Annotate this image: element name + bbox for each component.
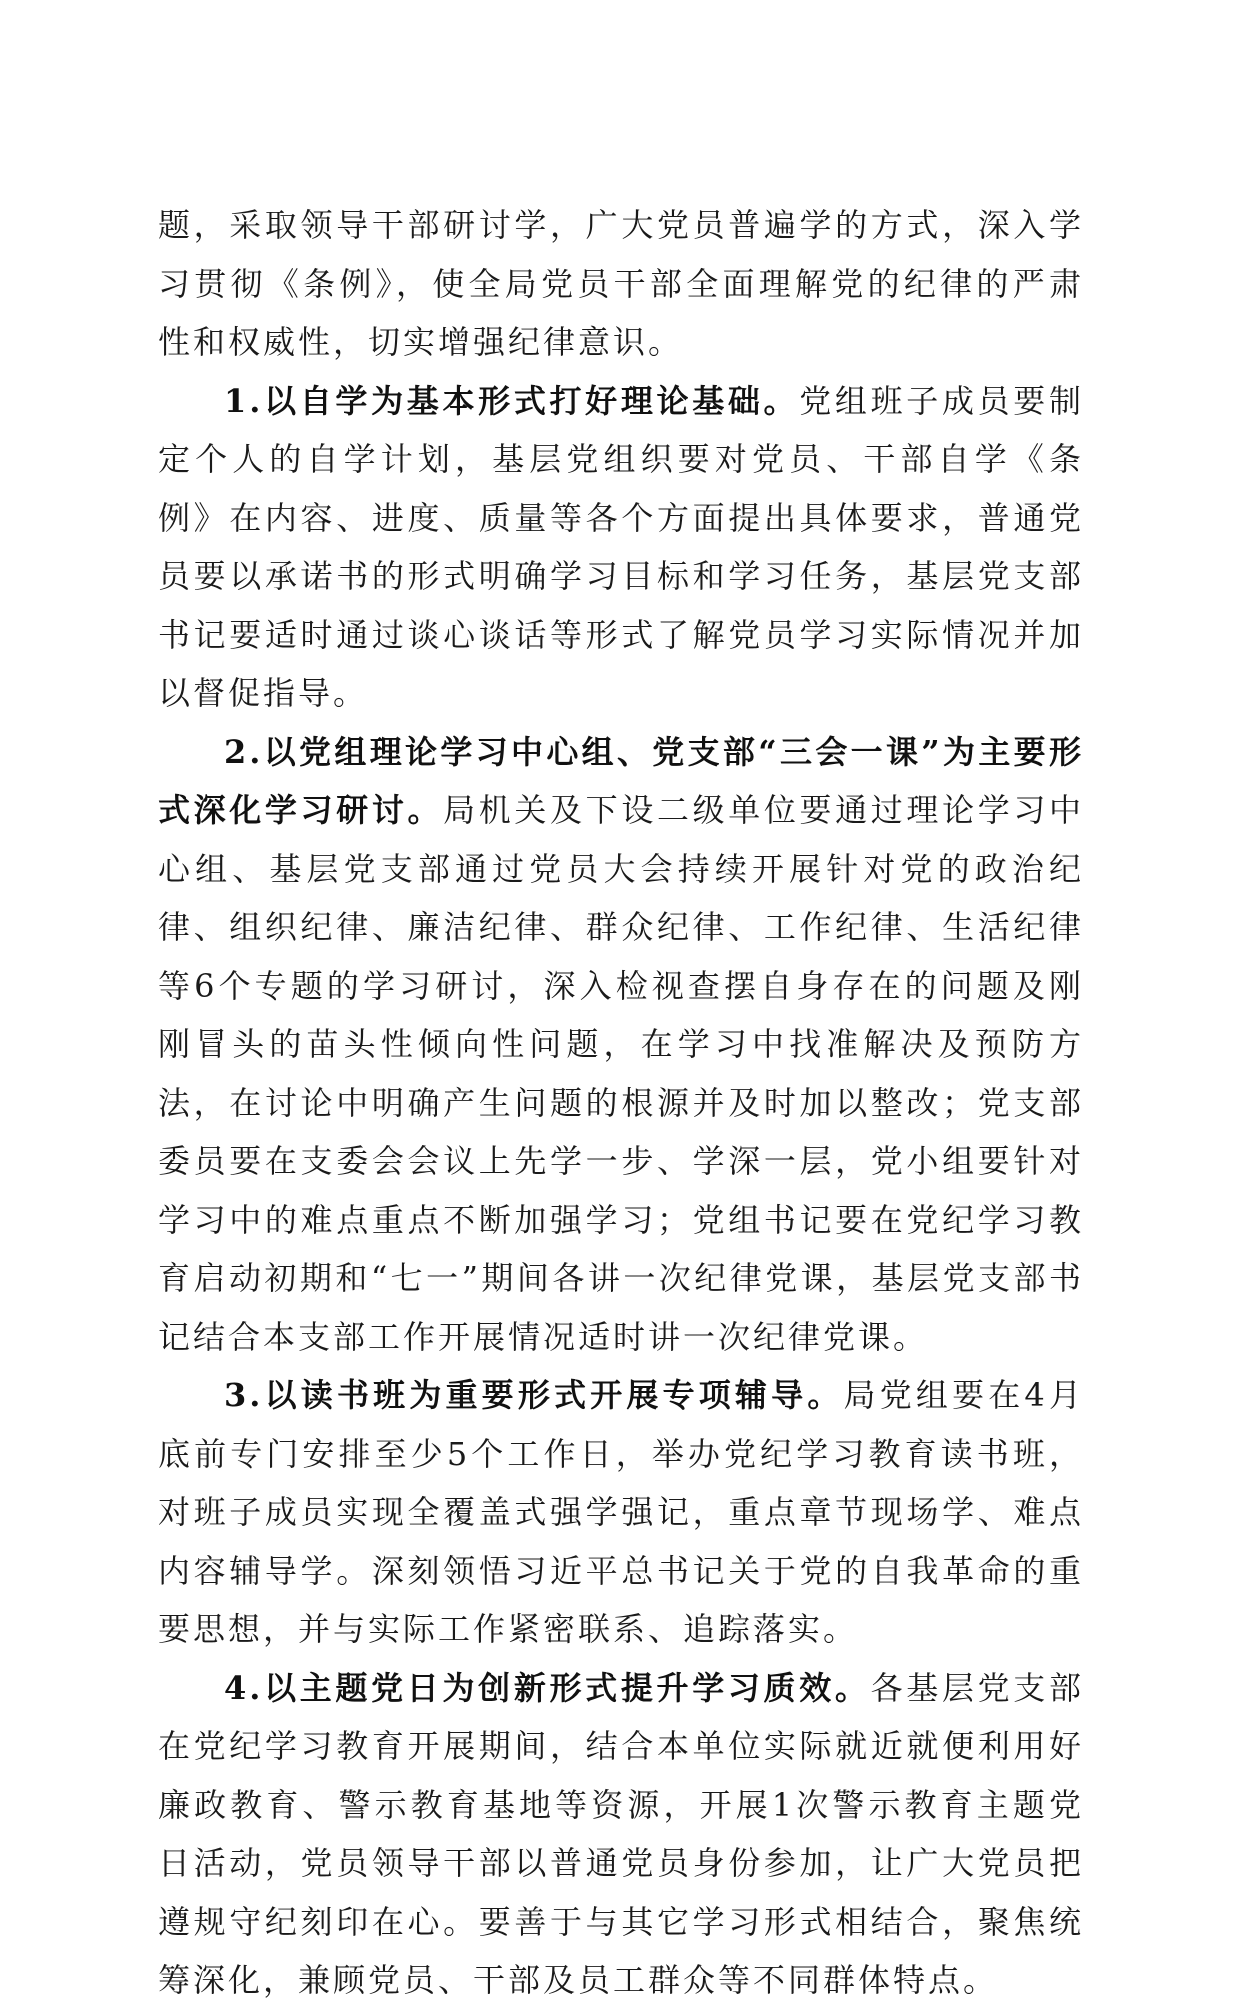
paragraph-item-4 <box>158 1659 1084 2010</box>
paragraph-intro-continuation <box>158 196 1084 372</box>
paragraph-heading: 4.以主题党日为创新形式提升学习质效。 <box>224 1668 871 1707</box>
paragraph-text: 题，采取领导干部研讨学，广大党员普遍学的方式，深入学习贯彻《条例》，使全局党员干部全面理解党的纪律的严肃性和权威性，切实增强纪律意识。 <box>158 206 1084 361</box>
document-body <box>158 196 1084 2010</box>
paragraph-text: 党组班子成员要制定个人的自学计划，基层党组织要对党员、干部自学《条例》在内容、进度、质量等各个方面提出具体要求，普通党员要以承诺书的形式明确学习目标和学习任务，基层党支部书记要适时通过谈心谈话等形式了解党员学习实际情况并加以督促指导。 <box>158 381 1084 712</box>
paragraph-text: 各基层党支部在党纪学习教育开展期间，结合本单位实际就近就便利用好廉政教育、警示教育基地等资源，开展1次警示教育主题党日活动，党员领导干部以普通党员身份参加，让广大党员把遵规守纪刻印在心。要善于与其它学习形式相结合，聚焦统筹深化，兼顾党员、干部及员工群众等不同群体特点。 <box>158 1668 1084 1999</box>
paragraph-heading: 1.以自学为基本形式打好理论基础。 <box>224 381 800 420</box>
paragraph-heading: 2.以党组理论学习中心组、党支部“三会一课”为主要形式深化学习研讨。 <box>158 732 1084 829</box>
paragraph-heading: 3.以读书班为重要形式开展专项辅导。 <box>224 1376 844 1414</box>
paragraph-item-1 <box>158 372 1084 723</box>
paragraph-text: 局党组要在4月底前专门安排至少5个工作日，举办党纪学习教育读书班，对班子成员实现全覆盖式强学强记，重点章节现场学、难点内容辅导学。深刻领悟习近平总书记关于党的自我革命的重要思想，并与实际工作紧密联系、追踪落实。 <box>158 1376 1084 1648</box>
paragraph-text: 局机关及下设二级单位要通过理论学习中心组、基层党支部通过党员大会持续开展针对党的政治纪律、组织纪律、廉洁纪律、群众纪律、工作纪律、生活纪律等6个专题的学习研讨，深入检视查摆自身存在的问题及刚刚冒头的苗头性倾向性问题，在学习中找准解决及预防方法，在讨论中明确产生问题的根源并及时加以整改；党支部委员要在支委会会议上先学一步、学深一层，党小组要针对学习中的难点重点不断加强学习；党组书记要在党纪学习教育启动初期和“七一”期间各讲一次纪律党课，基层党支部书记结合本支部工作开展情况适时讲一次纪律党课。 <box>158 791 1084 1356</box>
paragraph-item-2 <box>158 723 1084 1367</box>
paragraph-item-3 <box>158 1366 1084 1659</box>
